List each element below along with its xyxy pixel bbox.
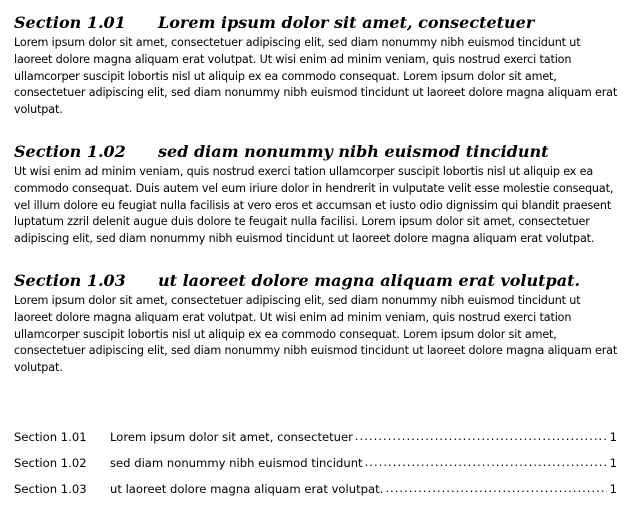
toc-section-title: ut laoreet dolore magna aliquam erat volutpat. xyxy=(110,482,384,496)
table-of-contents xyxy=(14,428,617,506)
section-number: Section 1.01 xyxy=(14,13,126,32)
toc-entry-1-03[interactable] xyxy=(14,480,617,506)
toc-dot-leader xyxy=(355,427,607,445)
toc-section-number: Section 1.02 xyxy=(14,456,87,470)
section-paragraph: Lorem ipsum dolor sit amet, consectetuer adipiscing elit, sed diam nonummy nibh euismod tincidunt ut laoreet dolore magna aliquam erat volutpat. Ut wisi enim ad minim veniam, quis nostrud exerci tation ullamcorper suscipit lobortis nisl ut aliquip ex ea commodo consequat. Lorem ipsum dolor sit amet, consectetuer adipiscing elit, sed diam nonummy nibh euismod tincidunt ut laoreet dolore magna aliquam erat volutpat. xyxy=(14,36,618,117)
section-number: Section 1.02 xyxy=(14,141,126,161)
toc-dot-leader xyxy=(365,453,607,471)
section-heading xyxy=(14,12,618,34)
section-heading xyxy=(14,270,618,292)
section-1-03 xyxy=(14,270,618,377)
toc-dot-leader xyxy=(385,479,606,497)
toc-page-number: 1 xyxy=(609,482,617,496)
toc-section-number: Section 1.03 xyxy=(14,482,87,496)
section-title: sed diam nonummy nibh euismod tincidunt xyxy=(158,141,549,161)
section-1-01 xyxy=(14,12,618,119)
section-title: Lorem ipsum dolor sit amet, consectetuer xyxy=(158,13,535,32)
section-number: Section 1.03 xyxy=(14,270,126,290)
section-paragraph: Lorem ipsum dolor sit amet, consectetuer adipiscing elit, sed diam nonummy nibh euismod tincidunt ut laoreet dolore magna aliquam erat volutpat. Ut wisi enim ad minim veniam, quis nostrud exerci tation ullamcorper suscipit lobortis nisl ut aliquip ex ea commodo consequat. Lorem ipsum dolor sit amet, consectetuer adipiscing elit, sed diam nonummy nibh euismod tincidunt ut laoreet dolore magna aliquam erat volutpat. xyxy=(14,293,618,375)
toc-page-number: 1 xyxy=(609,430,617,444)
section-1-02 xyxy=(14,141,618,248)
toc-section-number: Section 1.01 xyxy=(14,430,87,444)
toc-section-title: sed diam nonummy nibh euismod tincidunt xyxy=(110,456,363,470)
section-heading xyxy=(14,141,618,163)
section-title: ut laoreet dolore magna aliquam erat volutpat. xyxy=(158,270,581,290)
toc-entry-1-02[interactable] xyxy=(14,454,617,480)
toc-page-number: 1 xyxy=(609,456,617,470)
section-paragraph: Ut wisi enim ad minim veniam, quis nostrud exerci tation ullamcorper suscipit lobortis nisl ut aliquip ex ea commodo consequat. Duis autem vel eum iriure dolor in hendrerit in vulputate velit esse molestie consequat, vel illum dolore eu feugiat nulla facilisis at vero eros et accumsan et iusto odio dignissim qui blandit praesent luptatum zzril delenit augue duis dolore te feugait nulla facilisi. Lorem ipsum dolor sit amet, consectetuer adipiscing elit, sed diam nonummy nibh euismod tincidunt ut laoreet dolore magna aliquam erat volutpat. xyxy=(14,164,614,246)
toc-entry-1-01[interactable] xyxy=(14,428,617,454)
toc-section-title: Lorem ipsum dolor sit amet, consectetuer xyxy=(110,430,353,444)
document-body xyxy=(14,12,618,377)
